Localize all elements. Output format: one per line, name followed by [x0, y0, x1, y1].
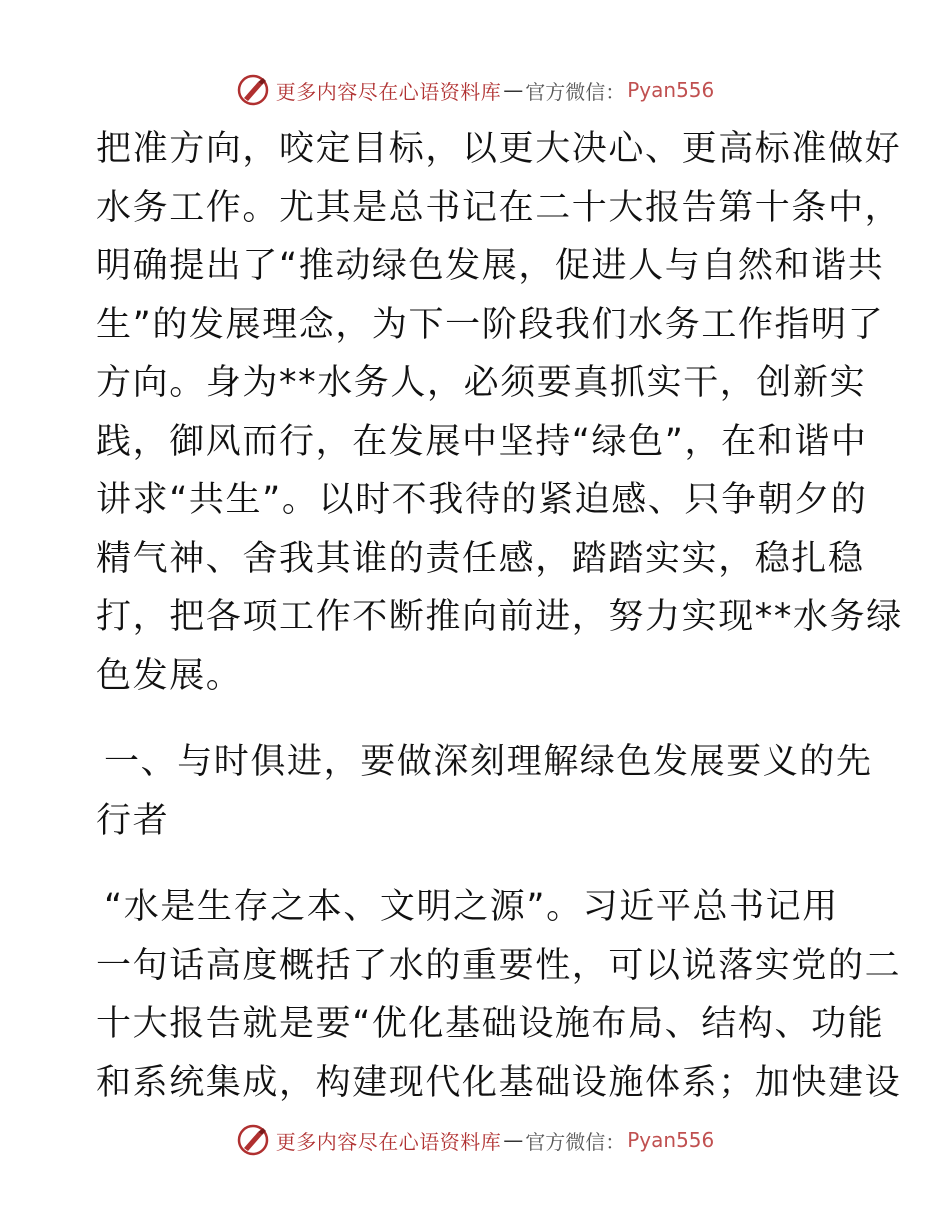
text-line: 和系统集成，构建现代化基础设施体系；加快建设 — [96, 1062, 902, 1103]
watermark-wechat-id: Pyan556 — [627, 1128, 715, 1152]
pen-logo-icon — [236, 73, 270, 107]
watermark-wechat-id: Pyan556 — [627, 78, 715, 102]
text-line: 生”的发展理念，为下一阶段我们水务工作指明了 — [96, 304, 885, 345]
watermark-wechat-label: 官方微信： — [525, 79, 626, 104]
paragraph-1 — [96, 120, 903, 705]
text-line: 讲求“共生”。以时不我待的紧迫感、只争朝夕的 — [96, 480, 868, 520]
text-line: 十大报告就是要“优化基础设施布局、结构、功能 — [96, 1004, 885, 1044]
text-line: 水务工作。尤其是总书记在二十大报告第十条中， — [96, 187, 902, 228]
watermark-header — [0, 70, 950, 110]
watermark-text: 更多内容尽在心语资料库 — [275, 1129, 502, 1154]
text-line: 打，把各项工作不断推向前进，努力实现**水务绿 — [96, 597, 903, 637]
text-line: 一句话高度概括了水的重要性，可以说落实党的二 — [96, 945, 902, 986]
text-line: 明确提出了“推动绿色发展，促进人与自然和谐共 — [96, 246, 885, 286]
text-line: 践，御风而行，在发展中坚持“绿色”，在和谐中 — [96, 421, 868, 462]
pen-logo-icon — [236, 1123, 270, 1157]
text-line: 色发展。 — [96, 655, 243, 696]
watermark-wechat-label: 官方微信： — [525, 1129, 626, 1154]
text-line: “水是生存之本、文明之源”。习近平总书记用 — [104, 887, 839, 927]
section-heading — [96, 733, 873, 850]
watermark-text: 更多内容尽在心语资料库 — [275, 79, 502, 104]
text-line: 方向。身为**水务人，必须要真抓实干，创新实 — [96, 363, 867, 403]
text-line: 精气神、舍我其谁的责任感，踏踏实实，稳扎稳 — [96, 538, 865, 579]
watermark-dash: — — [503, 1128, 524, 1152]
paragraph-2 — [96, 878, 902, 1112]
heading-line: 行者 — [96, 800, 170, 841]
watermark-footer — [0, 1120, 950, 1160]
document-body — [96, 120, 903, 1112]
heading-line: 一、与时俱进，要做深刻理解绿色发展要义的先 — [104, 742, 873, 782]
watermark-dash: — — [503, 78, 524, 102]
text-line: 把准方向，咬定目标，以更大决心、更高标准做好 — [96, 129, 902, 169]
